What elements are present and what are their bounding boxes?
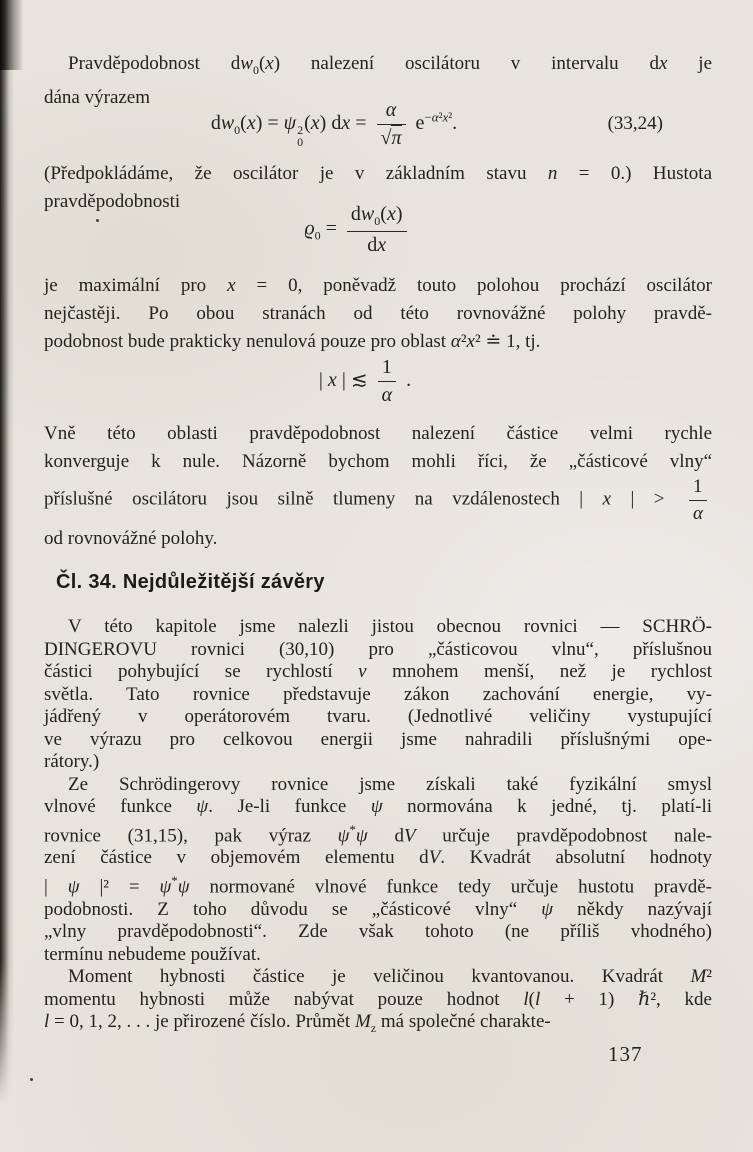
text-line: světla. Tato rovnice představuje zákon zachování energie, vy- bbox=[44, 683, 712, 705]
section-heading: Čl. 34. Nejdůležitější závěry bbox=[56, 571, 325, 593]
text-line: momentu hybnosti může nabývat pouze hodnot l(l + 1) ℏ², kde bbox=[44, 988, 712, 1010]
paragraph-maximum bbox=[44, 272, 712, 356]
lower-text-column bbox=[44, 616, 712, 1039]
text-line: příslušné oscilátoru jsou silně tlumeny na vzdálenostech | x | > $\frac{1}{\alpha}$ bbox=[44, 476, 712, 525]
text-line: rátory.) bbox=[44, 751, 100, 772]
text-line: pravděpodobnosti bbox=[44, 191, 181, 212]
text-line: konverguje k nule. Názorně bychom mohli říci, že „částicové vlny“ bbox=[44, 451, 712, 472]
text-line: (Předpokládáme, že oscilátor je v základním stavu n = 0.) Hustota bbox=[44, 163, 712, 184]
display-formula-region bbox=[44, 352, 712, 410]
text-line: Moment hybnosti částice je veličinou kvantovanou. Kvadrát M² bbox=[68, 966, 712, 988]
text-line: jádřený v operátorovém tvaru. (Jednotlivé veličiny vystupující bbox=[44, 706, 712, 727]
paragraph-outside-region bbox=[44, 420, 712, 553]
text-line: vlnové funkce ψ. Je-li funkce ψ normována k jedné, tj. platí-li bbox=[44, 796, 713, 817]
formula-content: $dw_0(x) = \psi$ 2 0 (x) dx = $\frac{\alpha}{√\pi}$ $e^{-\alpha^2x^2}$. bbox=[210, 98, 458, 149]
text-line: od rovnovážné polohy. bbox=[44, 527, 218, 549]
text-line: termínu nebudeme používat. bbox=[44, 943, 261, 965]
text-line: DINGEROVU rovnici (30,10) pro „částicovou vlnu“, příslušnou bbox=[44, 638, 712, 660]
text-line: Vně této oblasti pravděpodobnost nalezení částice velmi rychle bbox=[44, 423, 712, 444]
text-line: dána výrazem bbox=[44, 86, 151, 108]
paragraph-chapter-summary bbox=[44, 616, 712, 774]
text-line: Ze Schrödingerovy rovnice jsme získali také fyzikální smysl bbox=[68, 773, 712, 795]
text-line: zení částice v objemovém elementu dV. Kvadrát absolutní hodnoty bbox=[44, 847, 712, 869]
display-formula-density bbox=[44, 202, 712, 258]
text-line: l = 0, 1, 2, . . . je přirozené číslo. Průmět $M_z$ má společné charakte- bbox=[44, 1011, 551, 1035]
equation-number: (33,24) bbox=[607, 113, 663, 134]
scan-edge-fade bbox=[0, 960, 18, 1152]
text-line: je maximální pro x = 0, poněvadž touto polohou prochází oscilátor bbox=[44, 275, 712, 296]
text-line: rovnice (31,15), pak výraz ψ*ψ dV určuje pravděpodobnost nale- bbox=[44, 821, 713, 846]
text-line: podobnost bude prakticky nenulová pouze pro oblast α²x² ≐ 1, tj. bbox=[44, 331, 541, 352]
formula-content: | x | ≲ $\frac{1}{\alpha}$ . bbox=[318, 355, 412, 406]
text-line: „vlny pravděpodobnosti“. Zde však tohoto (ne příliš vhodného) bbox=[44, 921, 712, 943]
page-number: 137 bbox=[608, 1042, 643, 1066]
text-line: částici pohybující se rychlostí v mnohem menší, než je rychlost bbox=[44, 661, 712, 682]
scan-speck bbox=[30, 1078, 33, 1081]
text-line: | ψ |² = ψ*ψ normované vlnové funkce tedy určuje hustotu pravdě- bbox=[44, 872, 712, 898]
formula-content: $ϱ_0$ = $\frac{dw_0(x)}{dx}$ bbox=[304, 203, 411, 257]
text-line: ve výrazu pro celkovou energii jsme nahradili příslušnými ope- bbox=[44, 728, 712, 750]
paragraph-angular-momentum bbox=[44, 966, 712, 1039]
scan-edge-corner bbox=[0, 0, 26, 70]
text-line: V této kapitole jsme nalezli jistou obecnou rovnici — SCHRÖ- bbox=[68, 616, 712, 637]
text-line: podobnosti. Z toho důvodu se „částicové vlny“ ψ někdy nazývají bbox=[44, 898, 712, 920]
text-line: nejčastěji. Po obou stranách od této rovnovážné polohy pravdě- bbox=[44, 303, 712, 324]
text-line: Pravděpodobnost $dw_0(x)$ nalezení oscilátoru v intervalu dx je bbox=[68, 53, 713, 77]
paragraph-wave-function bbox=[44, 774, 712, 967]
display-formula-33-24 bbox=[44, 94, 712, 154]
